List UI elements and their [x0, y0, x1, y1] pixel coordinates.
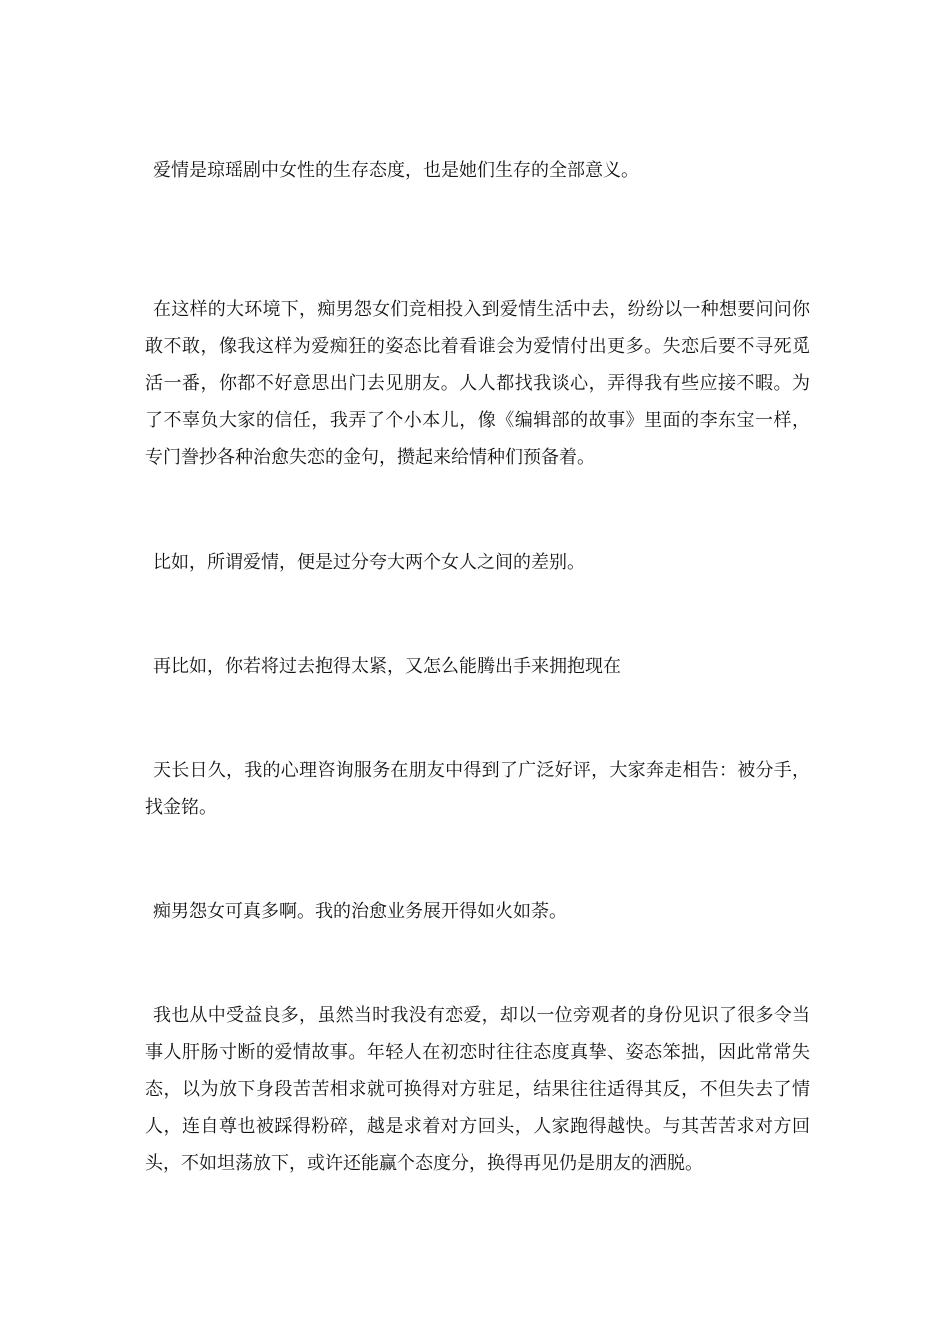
paragraph: 爱情是琼瑶剧中女性的生存态度，也是她们生存的全部意义。: [153, 160, 639, 181]
paragraph: 比如，所谓爱情，便是过分夸大两个女人之间的差别。: [153, 552, 585, 573]
paragraph: 在这样的大环境下，痴男怨女们竞相投入到爱情生活中去，纷纷以一种想要问问你敢不敢，像我这样为爱痴狂的姿态比着看谁会为爱情付出更多。失恋后要不寻死觅活一番，你都不好意思出门去见朋友。人人都找我谈心，弄得我有些应接不暇。为了不辜负大家的信任，我弄了个小本儿，像《编辑部的故事》里面的李东宝一样，专门誊抄各种治愈失恋的金句，攒起来给情种们预备着。: [145, 299, 810, 468]
paragraph: 我也从中受益良多，虽然当时我没有恋爱，却以一位旁观者的身份见识了很多令当事人肝肠寸断的爱情故事。年轻人在初恋时往往态度真挚、姿态笨拙，因此常常失态，以为放下身段苦苦相求就可换得对方驻足，结果往往适得其反，不但失去了情人，连自尊也被踩得粉碎，越是求着对方回头，人家跑得越快。与其苦苦求对方回头，不如坦荡放下，或许还能赢个态度分，换得再见仍是朋友的洒脱。: [145, 1005, 810, 1174]
paragraph: 再比如，你若将过去抱得太紧，又怎么能腾出手来拥抱现在: [153, 656, 621, 677]
paragraph: 天长日久，我的心理咨询服务在朋友中得到了广泛好评，大家奔走相告：被分手，找金铭。: [145, 760, 810, 818]
paragraph: 痴男怨女可真多啊。我的治愈业务展开得如火如荼。: [153, 901, 567, 922]
